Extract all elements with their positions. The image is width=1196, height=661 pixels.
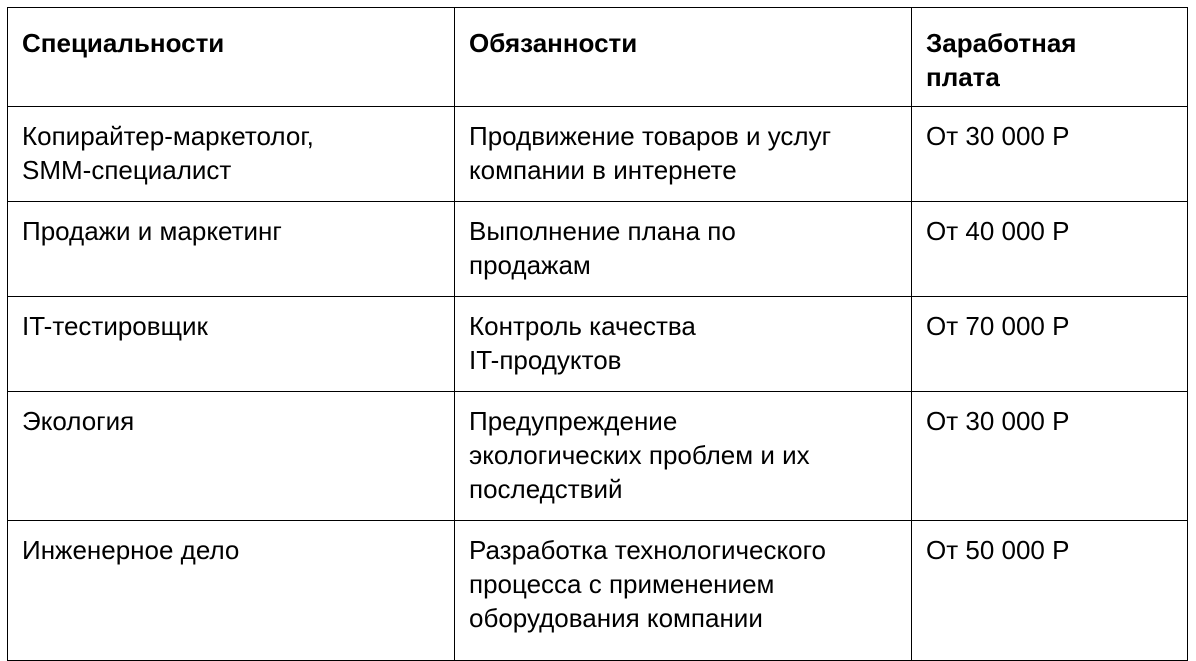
- cell-duties: [455, 392, 912, 521]
- table-row: [8, 521, 1188, 661]
- header-specialty-label: Специальности: [22, 28, 225, 58]
- cell-specialty: [8, 392, 455, 521]
- cell-salary: [912, 392, 1188, 521]
- cell-specialty: [8, 202, 455, 297]
- header-salary: [912, 8, 1188, 107]
- salary-text: От 30 000 Р: [926, 121, 1070, 151]
- duties-text: Разработка технологического процесса с применением оборудования компании: [469, 535, 826, 633]
- duties-text: Продвижение товаров и услуг компании в интернете: [469, 121, 832, 185]
- cell-salary: [912, 297, 1188, 392]
- cell-salary: [912, 202, 1188, 297]
- duties-text: Предупреждение экологических проблем и их последствий: [469, 406, 810, 504]
- table-row: [8, 392, 1188, 521]
- cell-specialty: [8, 297, 455, 392]
- specialty-text: IT-тестировщик: [22, 311, 208, 341]
- cell-specialty: [8, 107, 455, 202]
- table-header-row: [8, 8, 1188, 107]
- table-row: [8, 202, 1188, 297]
- duties-text: Контроль качества IT-продуктов: [469, 311, 696, 375]
- cell-duties: [455, 107, 912, 202]
- specialty-text: Копирайтер-маркетолог, SMM-специалист: [22, 121, 314, 185]
- cell-specialty: [8, 521, 455, 661]
- cell-duties: [455, 297, 912, 392]
- cell-salary: [912, 107, 1188, 202]
- header-duties: [455, 8, 912, 107]
- header-specialty: [8, 8, 455, 107]
- header-salary-label: Заработная плата: [926, 28, 1077, 92]
- specialty-text: Экология: [22, 406, 135, 436]
- specialty-text: Инженерное дело: [22, 535, 240, 565]
- duties-text: Выполнение плана по продажам: [469, 216, 736, 280]
- cell-salary: [912, 521, 1188, 661]
- cell-duties: [455, 202, 912, 297]
- specialty-text: Продажи и маркетинг: [22, 216, 282, 246]
- cell-duties: [455, 521, 912, 661]
- salary-text: От 40 000 Р: [926, 216, 1070, 246]
- specialties-table: [7, 7, 1188, 661]
- header-duties-label: Обязанности: [469, 28, 638, 58]
- salary-text: От 30 000 Р: [926, 406, 1070, 436]
- table-row: [8, 297, 1188, 392]
- table-row: [8, 107, 1188, 202]
- salary-text: От 70 000 Р: [926, 311, 1070, 341]
- salary-text: От 50 000 Р: [926, 535, 1070, 565]
